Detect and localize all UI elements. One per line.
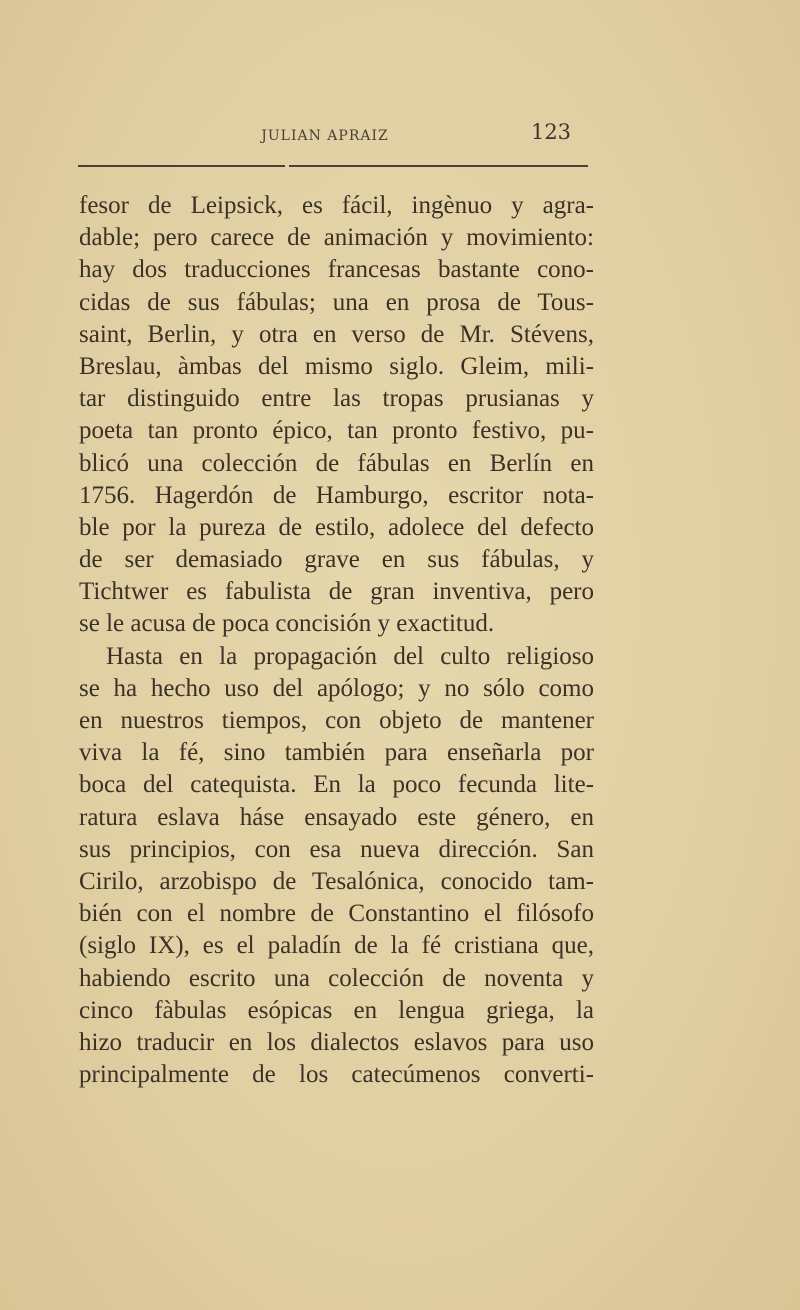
running-head: JULIAN APRAIZ xyxy=(261,128,389,144)
text-line: hizo traducir en los dialectos eslavos para uso xyxy=(79,1028,594,1056)
text-line: boca del catequista. En la poco fecunda lite- xyxy=(79,771,594,799)
text-line: en nuestros tiempos, con objeto de mantener xyxy=(79,707,594,734)
text-line: ratura eslava háse ensayado este género, en xyxy=(79,803,594,831)
header-rule xyxy=(289,165,588,167)
text-line: 1756. Hagerdón de Hamburgo, escritor nota- xyxy=(79,481,594,509)
text-line: (siglo IX), es el paladín de la fé cristiana que, xyxy=(79,932,594,960)
text-line: saint, Berlin, y otra en verso de Mr. Stévens, xyxy=(79,320,594,348)
text-line: Cirilo, arzobispo de Tesalónica, conocido tam- xyxy=(79,867,594,895)
text-line: habiendo escrito una colección de noventa y xyxy=(79,964,594,992)
text-line: cidas de sus fábulas; una en prosa de Tous- xyxy=(79,288,594,316)
text-line: poeta tan pronto épico, tan pronto festivo, pu- xyxy=(79,417,594,445)
text-line: Tichtwer es fabulista de gran inventiva, pero xyxy=(79,578,594,606)
text-line: tar distinguido entre las tropas prusianas y xyxy=(79,385,594,413)
text-line: viva la fé, sino también para enseñarla por xyxy=(79,739,594,767)
text-line: bién con el nombre de Constantino el filósofo xyxy=(79,900,594,928)
text-line: dable; pero carece de animación y movimiento: xyxy=(79,224,594,252)
page-number: 123 xyxy=(530,120,572,144)
header-rule xyxy=(78,165,285,167)
text-line: sus principios, con esa nueva dirección. San xyxy=(79,835,594,863)
text-line: Hasta en la propagación del culto religioso xyxy=(106,642,594,670)
text-line: ble por la pureza de estilo, adolece del defecto xyxy=(79,513,594,541)
text-line: blicó una colección de fábulas en Berlín en xyxy=(79,449,594,477)
body-text xyxy=(79,190,594,1091)
text-line: Breslau, àmbas del mismo siglo. Gleim, mili- xyxy=(79,352,594,380)
text-line: de ser demasiado grave en sus fábulas, y xyxy=(79,546,594,574)
text-line: se ha hecho uso del apólogo; y no sólo como xyxy=(79,674,594,702)
text-line: hay dos traducciones francesas bastante cono- xyxy=(79,256,594,284)
text-line: principalmente de los catecúmenos converti- xyxy=(79,1061,594,1089)
text-line: cinco fàbulas esópicas en lengua griega, la xyxy=(79,996,594,1024)
text-line: se le acusa de poca concisión y exactitud. xyxy=(79,610,495,638)
text-line: fesor de Leipsick, es fácil, ingènuo y agra- xyxy=(79,192,594,219)
